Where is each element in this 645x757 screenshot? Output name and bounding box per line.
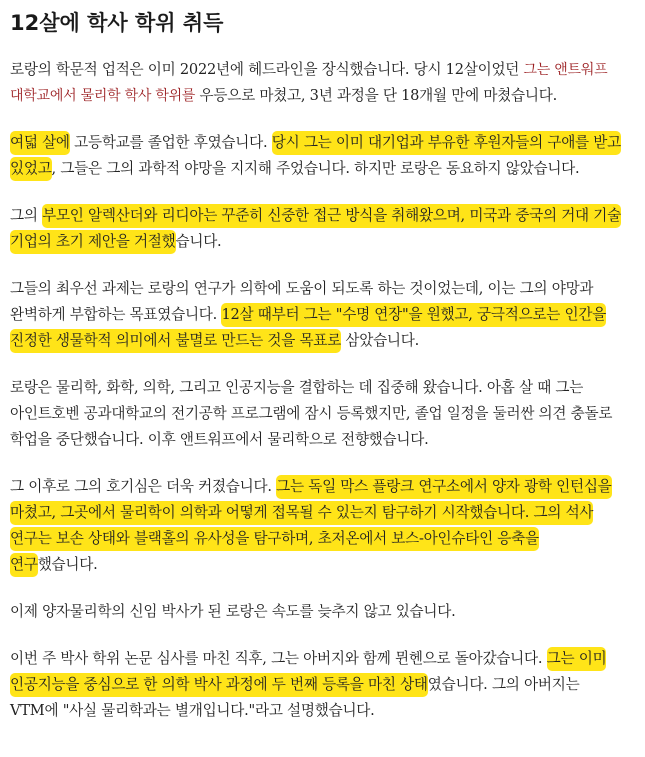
highlight-marker: 여덟 살에: [10, 131, 70, 155]
paragraph-6-text-a: 그 이후로 그의 호기심은 더욱 커졌습니다.: [10, 478, 277, 495]
paragraph-8-text-b: 였습니다. 그의 아버지는 VTM에 "사실 물리학과는 별개입니다."라고 설명했습니다.: [10, 676, 580, 719]
paragraph-2-text-b: , 그들은 그의 과학적 야망을 지지해 주었습니다. 하지만 로랑은 동요하지 않았습니다.: [51, 160, 580, 177]
paragraph-7: 이제 양자물리학의 신임 박사가 된 로랑은 속도를 늦추지 않고 있습니다.: [10, 603, 456, 620]
paragraph-2-text-a: 고등학교를 졸업한 후였습니다.: [69, 134, 272, 151]
highlighted-red-phrase: 그는 앤트워프 대학교에서 물리학 학사 학위를: [10, 62, 608, 104]
paragraph-2: [10, 130, 622, 182]
paragraph-4: [10, 276, 622, 354]
paragraph-3: [10, 203, 622, 255]
highlight-marker: 부모인 알렉산더와 리디아는 꾸준히 신중한 접근 방식을 취해왔으며, 미국과 중국의 거대 기술 기업의 초기 제안을 거절했: [10, 204, 621, 254]
paragraph-1-text-a: 로랑의 학문적 업적은 이미 2022년에 헤드라인을 장식했습니다. 당시 12살이었던: [10, 61, 524, 78]
paragraph-6-text-b: 했습니다.: [37, 556, 98, 573]
paragraph-5: 로랑은 물리학, 화학, 의학, 그리고 인공지능을 결합하는 데 집중해 왔습니다. 아홉 살 때 그는 아인트호벤 공과대학교의 전기공학 프로그램에 잠시 등록했지만, 졸업 일정을 둘러싼 의견 충돌로 학업을 중단했습니다. 이후 앤트워프에서 물리학으로 전향했습니다.: [10, 379, 613, 448]
paragraph-3-text-a: 그의: [10, 207, 43, 224]
highlight-marker: 그는 독일 막스 플랑크 연구소에서 양자 광학 인턴십을 마쳤고, 그곳에서 물리학이 의학과 어떻게 접목될 수 있는지 탐구하기 시작했습니다. 그의 석사 연구는 보손 상태와 블랙홀의 유사성을 탐구하며, 초저온에서 보스-아인슈타인 응축을 연구: [10, 475, 612, 577]
paragraph-1-text-b: 우등으로 마쳤고, 3년 과정을 단 18개월 만에 마쳤습니다.: [195, 87, 557, 104]
highlight-marker: 그는 이미 인공지능을 중심으로 한 의학 박사 과정에 두 번째 등록을 마친 상태: [10, 647, 606, 697]
article: [10, 8, 622, 745]
paragraph-6: [10, 474, 622, 578]
paragraph-4-text-a: 그들의 최우선 과제는 로랑의 연구가 의학에 도움이 되도록 하는 것이었는데, 이는 그의 야망과 완벽하게 부합하는 목표였습니다.: [10, 280, 594, 323]
article-title: 12살에 학사 학위 취득: [10, 11, 224, 35]
highlight-marker: 12살 때부터 그는 "수명 연장"을 원했고, 궁극적으로는 인간을 진정한 생물학적 의미에서 불멸로 만드는 것을 목표로: [10, 303, 606, 353]
paragraph-1: [10, 57, 622, 109]
paragraph-8: [10, 646, 622, 724]
paragraph-8-text-a: 이번 주 박사 학위 논문 심사를 마친 직후, 그는 아버지와 함께 뮌헨으로 돌아갔습니다.: [10, 650, 547, 667]
highlight-marker: 당시 그는 이미 대기업과 부유한 후원자들의 구애를 받고 있었고: [10, 131, 621, 181]
paragraph-4-text-b: 삼았습니다.: [340, 332, 420, 349]
paragraph-3-text-b: 습니다.: [175, 233, 222, 250]
